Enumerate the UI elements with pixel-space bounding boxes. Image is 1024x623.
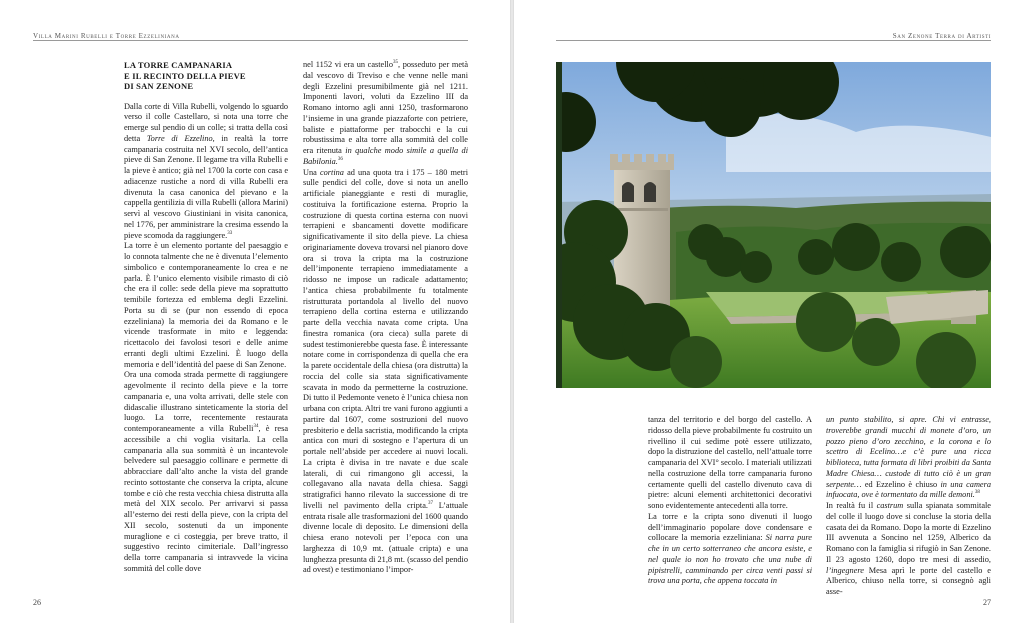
header-rule-left xyxy=(33,40,468,41)
paragraph: Dalla corte di Villa Rubelli, volgendo lo sguardo verso il colle Castellaro, si nota una torre che emerge sul pendio di un colle; si tratta della così detta Torre di Ezzelino, in realtà la torre campanaria costruita nel XVI secolo, dell’antica pieve di San Zenone. Il legame tra villa Rubelli e la pieve è antico; già nel 1700 la corte con casa e adiacenze rustiche a nord di villa Rubelli era divenuta la casa canonica del pievano e la cappella gentilizia di villa Rubelli (allora Marini) servì al vescovo Giustiniani in visita canonica, nel 1776, per amministrare la cresima essendo la pieve scomoda da raggiungere.$^{33}$ xyxy=(124,101,288,240)
paragraph: nel 1152 vi era un castello$^{35}$, posseduto per metà dal vescovo di Treviso e che venne nelle mani degli Ezzelini presumibilmente già nel 1211. Imponenti lavori, voluti da Ezzelino III da Romano intorno agli anni 1250, trasformarono l’insieme in una grande piazzaforte con petriere, baliste e piattaforme per trabocchi e la cui robustissima e alta torre alla sommità del colle era ritenuta in qualche modo simile a quella di Babilonia.$^{36}$ xyxy=(303,60,469,166)
paragraph: tanza del territorio e del borgo del castello. A ridosso della pieve probabilmente fu costruito un rivellino il cui sedime potè essere utilizzato, dopo la distruzione del castello, nell’attuale torre campanaria del XVI° secolo. I materiali utilizzati nella costruzione della torre campanaria furono certamente quelli del castello divenuto cava di pietre: alcuni elementi architettonici decorativi sono evidentemente antecedenti alla torre. xyxy=(648,415,812,510)
running-header-left: Villa Marini Rubelli e Torre Ezzeliniana xyxy=(33,32,180,40)
footnote-ref: 37 xyxy=(427,500,433,506)
text-column-2 xyxy=(303,60,468,576)
paragraph: La torre e la cripta sono divenuti il luogo dell’immaginario popolare dove condensare e collocare la memoria ezzeliniana: Si narra pure che in un certo sotterraneo che ancora esiste, e nel quale io non ho trovato che una nube di pipistrelli, camminando per circa venti passi si trova una porta, che appena toccata in xyxy=(648,511,812,586)
running-header-right: San Zenone Terra di Artisti xyxy=(892,32,991,40)
paragraph: La torre è un elemento portante del paesaggio e lo connota talmente che ne è divenuta l’elemento simbolico e contemporaneamente lo crea e ne parla. È l’unico elemento visibile rimasto di ciò che era il colle: sede della pieve ma soprattutto temibile fortezza ed emblema degli Ezzelini. Porta su di se (pur non essendo di epoca ezzeliniana) la memoria dei da Romano e le vicende trasformate in mito e leggenda: ricettacolo dei favolosi tesori e delle anime erranti degli ultimi Ezzelini. È luogo della memoria e dell’identità del paese di San Zenone. xyxy=(124,241,288,369)
footnote-ref: 38 xyxy=(974,490,980,496)
section-title-line-1: LA TORRE CAMPANARIA xyxy=(124,60,233,70)
text-column-1 xyxy=(124,60,288,575)
section-title-line-3: DI SAN ZENONE xyxy=(124,81,194,91)
footnote-ref: 33 xyxy=(227,230,233,236)
header-rule-right xyxy=(556,40,991,41)
footnote-ref: 34 xyxy=(253,424,259,430)
page-number-right: 27 xyxy=(983,598,991,607)
paragraph: un punto stabilito, si apre. Chi vi entrasse, troverebbe grandi mucchi di monete d’oro, un pozzo pieno d’oro zecchino, e la corona e lo scettro di Ecelino…e c’è pure una ricca biblioteca, tutta formata di libri proibiti da Santa Madre Chiesa… custode di tutto ciò è un gran serpente… ed Ezzelino è chiuso in una camera infuocata, ove è tormentato da mille demoni.$^{38}$ xyxy=(826,415,991,500)
footnote-ref: 35 xyxy=(393,60,399,66)
section-title xyxy=(124,60,288,92)
section-title-line-2: E IL RECINTO DELLA PIEVE xyxy=(124,70,246,81)
text-column-4 xyxy=(826,415,991,598)
paragraph: In realtà fu il castrum sulla spianata sommitale del colle il luogo dove si concluse la storia della casata dei da Romano. Dopo la morte di Ezzelino III avvenuta a Soncino nel 1259, Alberico da Romano con la famiglia si rifugiò in San Zenone. Il 23 agosto 1260, dopo tre mesi di assedio, l’ingegnere Mesa aprì le porte del castello e Alberico, chiuso nella torre, si consegnò agli asse- xyxy=(826,501,991,596)
page-number-left: 26 xyxy=(33,598,41,607)
bell-tower-landscape-photo xyxy=(556,62,991,388)
text-column-3 xyxy=(648,415,812,587)
paragraph: Ora una comoda strada permette di raggiungere agevolmente il recinto della pieve e la torre campanaria e, una volta arrivati, delle stele con didascalie illustrano sinteticamente la storia del luogo. La torre, recentemente restaurata contemporaneamente a villa Rubelli$^{34}$, è resa accessibile a chi voglia visitarla. La cella campanaria alla sua sommità è un incantevole belvedere sul paesaggio collinare e permette di abbracciare dall’alto anche la vista del grande recinto sottostante che conserva la cripta, alcune tombe e ciò che resta vecchia chiesa distrutta alla metà del XIX secolo. Per arrivarvi si passa all’esterno dei resti della pieve, con la cripta del XII secolo, sostenuti da un imponente muraglione e ci costeggia, per breve tratto, il suggestivo recinto cimiteriale. Dall’ingresso della torre campanaria si intravvede la vicina sommità del colle dove xyxy=(124,370,288,573)
paragraph: Una cortina ad una quota tra i 175 – 180 metri sulle pendici del colle, dove si nota un anello artificiale pianeggiante e resti di muraglie, costituiva la fortificazione esterna. Proprio la costruzione di questa cortina esterna con nuovi terrapieni e sbancamenti dovette modificare significativamente il sito della pieve. La chiesa originariamente doveva trovarsi nel pianoro dove ora si trova la cripta ma la costruzione dell’imponente terrapieno immediatamente a ridosso ne impose un radicale adattamento; l’antica chiesa probabilmente fu totalmente ristrutturata portandola al livello del nuovo terrapieno della cortina esterna e utilizzando parte della vecchia navata come cripta. Una finestra romanica (ora cieca) sulla parete di sudest testimonierebbe questa fase. È interessante notare come in corrispondenza di quella che era la parete occidentale della chiesa (ora distrutta) la roccia del colle sia stata significativamente scavata in modo da permetterne la costruzione. Di tutto il Pedemonte veneto è l’unica chiesa non urbana con cripta. Altri tre vani furono aggiunti a partire dal 1607, come sostruzioni del nuovo presbiterio e della sacristia, modificando la cripta antica con muri di sostegno e l’apertura di un portale nell’abside per accedere ai nuovi locali. La cripta è divisa in tre navate e due scale laterali, di cui rimangono gli accessi, la collegavano alla navata della chiesa. Saggi stratigrafici hanno rilevato la successione di tre livelli nel pavimento della cripta.$^{37}$ L’attuale entrata risale alle trasformazioni del 1600 quando divenne locale di deposito. Le dimensioni della chiesa erano notevoli per l’epoca con una larghezza di 10,9 mt. (attuale cripta) e una lunghezza presunta di 21,8 mt. (scasso del pendio ad ovest) e testimoniano l’impor- xyxy=(303,167,469,575)
footnote-ref: 36 xyxy=(337,156,343,162)
